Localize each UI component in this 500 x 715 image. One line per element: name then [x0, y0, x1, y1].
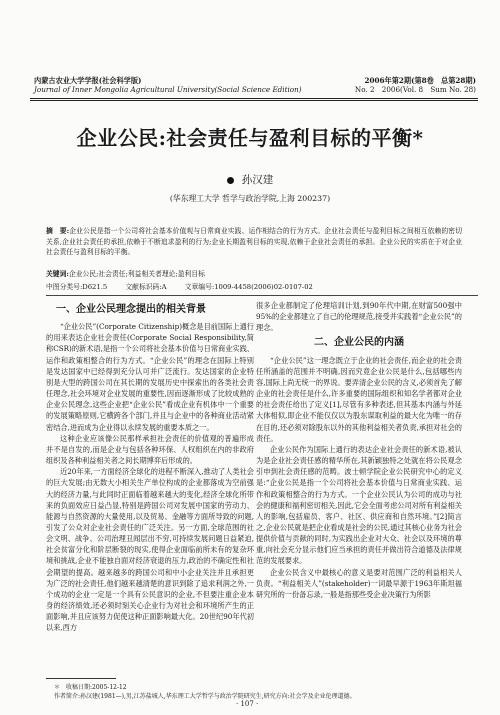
paragraph: 企业公民作为国际上通行的表达企业社会责任的新术语,被认为是企业社会责任感的精华所在,其新颖独特之处就在将公民观念引申到社会责任感的范畴。波士顿学院企业公民研究中心的定义是:“企业公民是指一个公司将社会基本价值与日常商业实践、运作和政策相整合的行为方式。一个企业公民认为公司的成功与社会的健康和福利密切相关,因此,它会全面考虑公司对所有利益相关人的影响,包括雇员、客户、社区、供应商和自然环境。”[2]简言之,企业公民就是把企业看成是社会的公民,通过其核心业务为社会提供价值与贡献的同时,为实践出企业对大众、社会以及环境的尊重,向社会充分显示他们应当承担的责任并做出符合道德及法律规范的发展要求。: [256, 444, 462, 566]
paragraph: 企业公民含义中最核心的意义是要对范围广泛的利益相关人负责。“利益相关人”(stakeholder)一词最早源于1963年斯坦福研究所的一份备忘录,一般是指那些受企业决策行为所影: [256, 567, 462, 599]
paragraph: “企业公民”这一理念既立于企业的社会责任,而企业的社会责任所涵盖的范围并不明确,因而究竟企业公民是什么,包括哪些内容,国际上尚无统一的界说。要弄清企业公民的含义,必须首先了解企业的社会责任是什么,许多重要的国际组织和知名学者都对企业的社会责任给出了定义[1],尽管有多种表述,但其基本内涵与外延大体相似,即企业不能仅仅以为股东谋取利益的最大化为唯一的存在目的,还必须对除股东以外的其他利益相关者负责,承担对社会的责任。: [256, 355, 462, 443]
article-meta: [46, 282, 462, 292]
left-column: [46, 300, 254, 634]
article-title: 企业公民:社会责任与盈利目标的平衡*: [76, 126, 424, 150]
journal-header-right: [355, 76, 476, 94]
keywords-label: 关键词:: [46, 270, 69, 278]
keywords: [46, 269, 462, 279]
right-column: [256, 300, 462, 600]
author-bio: 作者简介:孙汉建(1981—),男,江苏盐城人,华东理工大学哲学与政治学院研究生,研究方向:社会学及企业伦理道德。: [54, 693, 356, 700]
journal-name-cn: 内蒙古农业大学学报(社会科学版): [34, 76, 142, 85]
page-number: · 107 ·: [236, 700, 259, 708]
meta-rule: [46, 295, 478, 296]
paragraph: “企业公民”(Corporate Citizenship)概念是目前国际上通行的用来表达企业社会责任(Corporate Social Responsibility,简称CSR)的新术语,是指一个公司将社会基本价值与日常商业实践、运作和政策相整合的行为方式。“企业公民”的理念在国际上特别是发达国家中已经得到充分认可并广泛流行。发达国家的企业特别是大型的跨国公司在其长期的发展历史中探索出的各类社会责任理念,社会环境对企业发展的重要性,因而逐渐形成了比较成熟的企业公民理念,这些企业把“企业公民”看成企业有机体中一个重要的发展策略原则,它横跨各个部门,并且与企业中的各种商业活动紧密结合,进而成为企业得以永续发展的重要本质之一。: [46, 322, 254, 432]
header-rule-thin: [30, 100, 478, 101]
bullet-dot-icon: [227, 177, 234, 184]
abstract: [46, 226, 462, 258]
author-line: [0, 172, 500, 187]
keywords-text: 企业公民;社会责任;利益相关者理论;盈利目标: [68, 270, 205, 278]
section-1-title: 一、企业公民理念提出的相关背景: [56, 304, 206, 315]
paragraph: 近20年来,一方面经济全球化的进程不断深入,推动了人类社会的巨大发展;由无数大小相关生产单位构成的企业都落成为空前强大的经济力量,与此同时正面临着越来越大的变化,经济全球化所带来的负面效应日益凸显,特别是跨国公司对发展中国家的劳动力、能源与自然资源的大量使用,以及贸易、金融等方面所导致的问题,引发了公众对企业社会责任的广泛关注。另一方面,全球范围的社会文明、战争、公司治理丑闻层出不穷,可持续发展问题日益紧迫,社会贫富分化和阶层断裂的现实,使得企业面临前所未有的复杂环境和挑战,企业不能独自面对经济衰退的压力,政治的不确定性和社会期望的提高。越来越多的跨国公司和中小企业关注并且承担更为广泛的社会责任,他们越来越清楚的意识到除了追求利润之外,一个成功的企业一定是一个具有公民意识的企业,不但要注重企业本身的经济绩效,还必须时刻关心企业行为对社会和环境所产生的正面影响,并且应该努力促使这种正面影响最大化。20世纪90年代初以来,西方: [46, 467, 254, 633]
article-number: 文章编号:1009-4458(2006)02-0107-02: [184, 283, 313, 291]
author-name: 孙汉建: [241, 174, 274, 186]
abstract-label: 摘 要:: [46, 227, 70, 235]
journal-header-left: [34, 76, 302, 94]
section-2-title: 二、企业公民的内涵: [314, 337, 404, 349]
paragraph: 很多企业都制定了伦理培训计划,到90年代中期,在财富500强中95%的企业都建立了自己的伦理规范,接受并实践着“企业公民”的理念。: [256, 301, 462, 333]
clc-number: 中图分类号:D621.5: [46, 283, 108, 291]
affiliation: (华东理工大学 哲学与政治学院,上海 200237): [169, 194, 331, 203]
issue-cn: 2006年第2期(第8卷 总第28期): [364, 76, 476, 85]
footnote-rule: [46, 678, 116, 679]
header-rule: [30, 98, 478, 99]
journal-name-en: Journal of Inner Mongolia Agricultural University(Social Science Edition): [34, 85, 302, 94]
footnote: [54, 683, 470, 701]
abstract-text: 企业公民是指一个公司将社会基本价值观与日常商业实践、运作相结合的行为方式。企业社会责任与盈利目标之间相互依赖的密切关系,企业社会责任的承担,依赖于不断追求盈利的行为;企业长期盈利目标的实现,依赖于企业社会责任的承担。企业公民的实质在于对企业社会责任与盈利目标的平衡。: [46, 227, 462, 257]
issue-en: No. 2 2006(Vol. 8 Sum No. 28): [354, 85, 476, 94]
document-code: 文献标识码:A: [125, 283, 167, 291]
received-date: ＊ 收稿日期:2005-12-12: [54, 684, 127, 691]
paragraph: 这种企业应该像公民那样承担社会责任的价值观的普遍形成并不是自发的,而是企业与包括各种环保、人权组织在内的非政府组织及各种利益相关者之间长期博弈后形成的。: [46, 433, 254, 466]
